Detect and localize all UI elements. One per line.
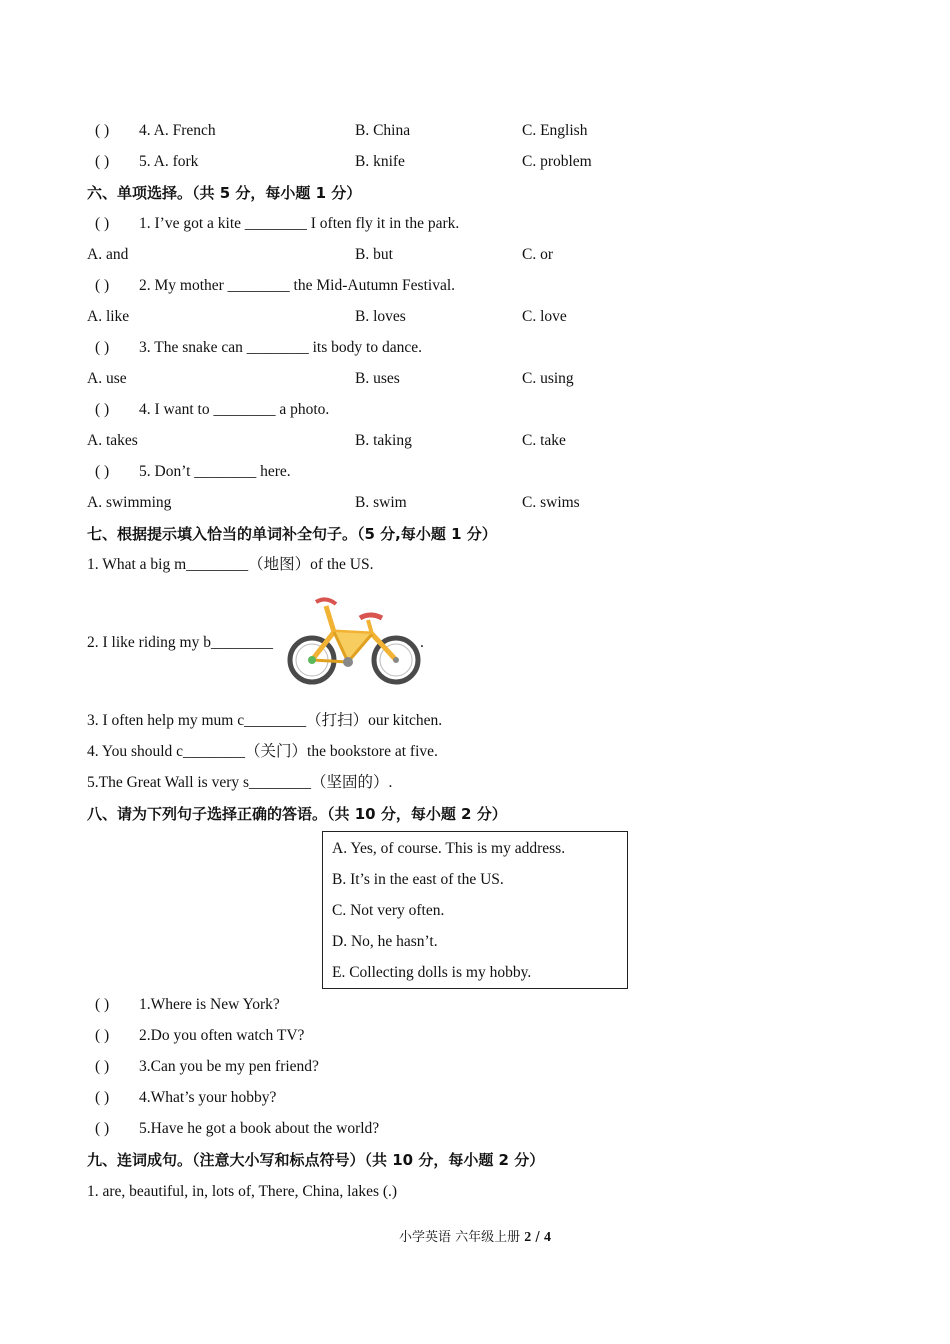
answer-paren[interactable]: ( ) [95, 215, 110, 232]
question-text: 4.What’s your hobby? [139, 1089, 277, 1106]
answer-paren[interactable]: ( ) [95, 153, 110, 170]
s7-q2 [0, 631, 950, 655]
option-a: 5. A. fork [139, 153, 199, 170]
option-a: 4. A. French [139, 122, 216, 139]
option-c: C. using [522, 370, 574, 387]
section-heading: 六、单项选择。（共 5 分，每小题 1 分） [87, 184, 362, 202]
question-text: 1.Where is New York? [139, 996, 280, 1013]
answer-paren[interactable]: ( ) [95, 401, 110, 418]
answer-paren[interactable]: ( ) [95, 463, 110, 480]
page-number: 2 [524, 1230, 532, 1245]
option-c: C. swims [522, 494, 580, 511]
question-end: . [420, 634, 424, 651]
s7-q4 [0, 740, 950, 764]
section7-heading-line [0, 522, 950, 546]
s5-item-4 [0, 119, 950, 143]
option-c: C. take [522, 432, 566, 449]
option-b: B. loves [355, 308, 406, 325]
s6-q1-options [0, 243, 950, 267]
question-text: 4. You should c________（关门）the bookstore at five. [87, 743, 438, 760]
question-text: 5.Have he got a book about the world? [139, 1120, 380, 1137]
answer-paren[interactable]: ( ) [95, 1120, 110, 1137]
question-text: 3. The snake can ________ its body to dance. [139, 339, 422, 356]
option-a: A. swimming [87, 494, 172, 511]
s6-q3 [0, 336, 950, 360]
s8-q1 [0, 993, 950, 1017]
answer-paren[interactable]: ( ) [95, 339, 110, 356]
s8-q5 [0, 1117, 950, 1141]
s6-q2-options [0, 305, 950, 329]
s9-q1 [0, 1180, 950, 1204]
option-c: C. English [522, 122, 588, 139]
option-c: C. love [522, 308, 567, 325]
s8-q4 [0, 1086, 950, 1110]
answer-option-d: D. No, he hasn’t. [332, 933, 438, 950]
option-b: B. knife [355, 153, 405, 170]
s6-q2 [0, 274, 950, 298]
option-b: B. swim [355, 494, 407, 511]
option-c: C. or [522, 246, 553, 263]
answer-option-a: A. Yes, of course. This is my address. [332, 840, 566, 857]
section-heading: 九、连词成句。（注意大小写和标点符号）（共 10 分，每小题 2 分） [87, 1151, 545, 1169]
section-heading: 八、请为下列句子选择正确的答语。（共 10 分，每小题 2 分） [87, 805, 507, 823]
s7-q1 [0, 553, 950, 577]
section8-heading-line [0, 802, 950, 826]
section9-heading-line [0, 1148, 950, 1172]
answer-paren[interactable]: ( ) [95, 122, 110, 139]
s6-q5-options [0, 491, 950, 515]
bicycle-image [286, 592, 424, 692]
s6-q4-options [0, 429, 950, 453]
option-b: B. but [355, 246, 393, 263]
option-a: A. like [87, 308, 130, 325]
option-b: B. China [355, 122, 411, 139]
s5-item-5 [0, 150, 950, 174]
answer-paren[interactable]: ( ) [95, 996, 110, 1013]
option-a: A. use [87, 370, 127, 387]
section-heading: 七、根据提示填入恰当的单词补全句子。（5 分,每小题 1 分） [87, 525, 497, 543]
page-separator: / [531, 1230, 544, 1245]
s8-q2 [0, 1024, 950, 1048]
question-text: 5. Don’t ________ here. [139, 463, 291, 480]
question-text: 1. are, beautiful, in, lots of, There, China, lakes (.) [87, 1183, 398, 1200]
question-text: 2. I like riding my b________ [87, 634, 273, 651]
answer-paren[interactable]: ( ) [95, 1027, 110, 1044]
answer-option-e: E. Collecting dolls is my hobby. [332, 964, 532, 981]
s8-q3 [0, 1055, 950, 1079]
section6-heading-line [0, 181, 950, 205]
s6-q4 [0, 398, 950, 422]
answer-paren[interactable]: ( ) [95, 1058, 110, 1075]
question-text: 2. My mother ________ the Mid-Autumn Festival. [139, 277, 456, 294]
question-text: 1. What a big m________（地图）of the US. [87, 556, 374, 573]
question-text: 4. I want to ________ a photo. [139, 401, 330, 418]
question-text: 3. I often help my mum c________（打扫）our kitchen. [87, 712, 443, 729]
answer-paren[interactable]: ( ) [95, 277, 110, 294]
answer-option-c: C. Not very often. [332, 902, 445, 919]
answer-option-b: B. It’s in the east of the US. [332, 871, 504, 888]
option-b: B. uses [355, 370, 400, 387]
question-text: 1. I’ve got a kite ________ I often fly it in the park. [139, 215, 460, 232]
s6-q5 [0, 460, 950, 484]
page-total: 4 [543, 1230, 551, 1245]
option-a: A. and [87, 246, 129, 263]
s7-q3 [0, 709, 950, 733]
question-text: 3.Can you be my pen friend? [139, 1058, 319, 1075]
option-a: A. takes [87, 432, 138, 449]
s7-q5 [0, 771, 950, 795]
option-b: B. taking [355, 432, 412, 449]
s6-q3-options [0, 367, 950, 391]
answer-options-box [322, 831, 628, 989]
question-text: 5.The Great Wall is very s________（坚固的）. [87, 774, 393, 791]
s6-q1 [0, 212, 950, 236]
answer-paren[interactable]: ( ) [95, 1089, 110, 1106]
footer-text: 小学英语 六年级上册 [399, 1230, 525, 1245]
page-footer [0, 1226, 950, 1246]
option-c: C. problem [522, 153, 592, 170]
question-text: 2.Do you often watch TV? [139, 1027, 305, 1044]
